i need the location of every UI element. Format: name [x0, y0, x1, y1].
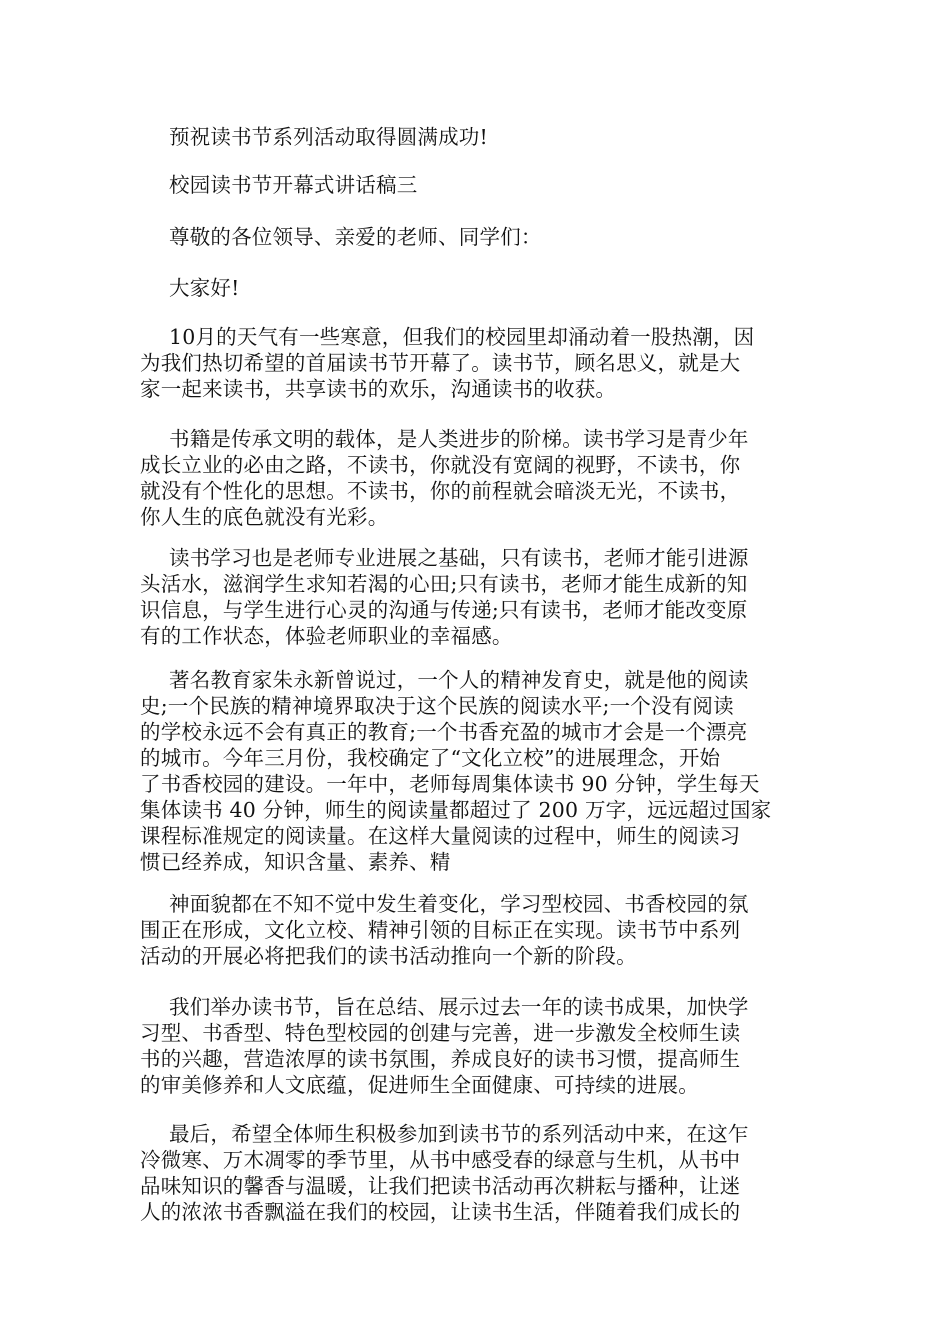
text-line: 你人生的底色就没有光彩。 — [140, 505, 389, 529]
text-line: 尊敬的各位领导、亲爱的老师、同学们： — [169, 225, 542, 249]
text-line: 的城市。今年三月份，我校确定了“文化立校”的进展理念，开始 — [140, 746, 721, 770]
text-line: 头活水，滋润学生求知若渴的心田;只有读书，老师才能生成新的知 — [140, 572, 748, 596]
text-line: 课程标准规定的阅读量。在这样大量阅读的过程中，师生的阅读习 — [140, 824, 741, 848]
text-line: 书籍是传承文明的载体，是人类进步的阶梯。读书学习是青少年 — [169, 427, 749, 451]
paragraph-speech-title — [140, 172, 810, 198]
paragraph-changes — [140, 891, 810, 969]
text-line: 史;一个民族的精神境界取决于这个民族的阅读水平;一个没有阅读 — [140, 694, 734, 718]
text-line: 家一起来读书，共享读书的欢乐，沟通读书的收获。 — [140, 377, 617, 401]
text-line: 习型、书香型、特色型校园的创建与完善，进一步激发全校师生读 — [140, 1021, 741, 1045]
text-line: 最后，希望全体师生积极参加到读书节的系列活动中来，在这乍 — [169, 1122, 749, 1146]
text-line: 的审美修养和人文底蕴，促进师生全面健康、可持续的进展。 — [140, 1073, 699, 1097]
text-line: 集体读书 40 分钟，师生的阅读量都超过了 200 万字，远远超过国家 — [140, 798, 772, 822]
text-line: 10月的天气有一些寒意，但我们的校园里却涌动着一股热潮，因 — [169, 325, 755, 349]
text-line: 就没有个性化的思想。不读书，你的前程就会暗淡无光，不读书， — [140, 479, 741, 503]
text-line: 人的浓浓书香飘溢在我们的校园，让读书生活，伴随着我们成长的 — [140, 1200, 741, 1224]
paragraph-teachers — [140, 545, 810, 649]
text-line: 书的兴趣，营造浓厚的读书氛围，养成良好的读书习惯，提高师生 — [140, 1047, 741, 1071]
paragraph-greeting — [140, 275, 810, 301]
text-line: 惯已经养成，知识含量、素养、精 — [140, 850, 451, 874]
paragraph-salutation — [140, 224, 810, 250]
paragraph-quote — [140, 667, 810, 875]
paragraph-books — [140, 426, 810, 530]
text-line: 识信息，与学生进行心灵的沟通与传递;只有读书，老师才能改变原 — [140, 598, 748, 622]
paragraph-final — [140, 1121, 810, 1225]
text-line: 的学校永远不会有真正的教育;一个书香充盈的城市才会是一个漂亮 — [140, 720, 748, 744]
text-line: 我们举办读书节，旨在总结、展示过去一年的读书成果，加快学 — [169, 995, 749, 1019]
text-line: 了书香校园的建设。一年中，老师每周集体读书 90 分钟，学生每天 — [140, 772, 760, 796]
text-line: 围正在形成，文化立校、精神引领的目标正在实现。读书节中系列 — [140, 918, 741, 942]
paragraph-purpose — [140, 994, 810, 1098]
text-line: 读书学习也是老师专业进展之基础，只有读书，老师才能引进源 — [169, 546, 749, 570]
text-line: 著名教育家朱永新曾说过，一个人的精神发育史，就是他的阅读 — [169, 668, 749, 692]
paragraph-opening — [140, 324, 810, 402]
text-line: 校园读书节开幕式讲话稿三 — [169, 173, 418, 197]
text-line: 活动的开展必将把我们的读书活动推向一个新的阶段。 — [140, 944, 637, 968]
text-line: 神面貌都在不知不觉中发生着变化，学习型校园、书香校园的氛 — [169, 892, 749, 916]
text-line: 大家好! — [169, 276, 240, 300]
paragraph-closing-wish — [140, 124, 810, 150]
text-line: 为我们热切希望的首届读书节开幕了。读书节，顾名思义，就是大 — [140, 351, 741, 375]
text-line: 成长立业的必由之路，不读书，你就没有宽阔的视野，不读书，你 — [140, 453, 741, 477]
text-line: 冷微寒、万木凋零的季节里，从书中感受春的绿意与生机，从书中 — [140, 1148, 741, 1172]
text-line: 有的工作状态，体验老师职业的幸福感。 — [140, 624, 513, 648]
text-line: 预祝读书节系列活动取得圆满成功! — [169, 125, 488, 149]
text-line: 品味知识的馨香与温暖，让我们把读书活动再次耕耘与播种，让迷 — [140, 1174, 741, 1198]
